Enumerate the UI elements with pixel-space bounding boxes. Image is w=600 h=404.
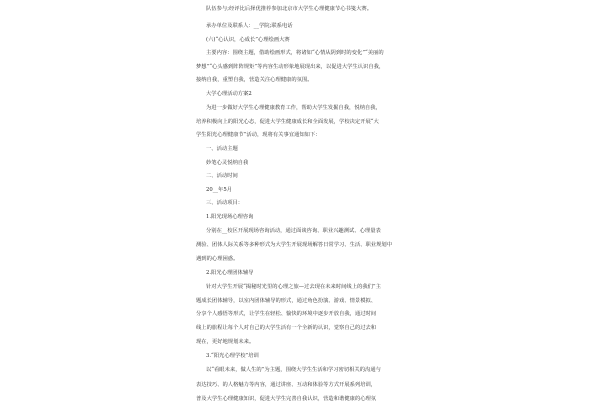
text-line: 分享个人感悟等形式，让学生在轻松、愉快的环境中逐步开放自我，通过时间 [196,311,377,317]
text-line: 培养积极向上的阳光心态，促进大学生健康成长和全面发展，学校决定开展“大 [196,119,379,125]
text-line: 针对大学生开展“揭秘时光里的心理之旅—过去现在未来时间线上的我们”主 [206,284,381,290]
text-line: 三、活动项目： [206,200,244,206]
text-line: 为进一步做好大学生心理健康教育工作，帮助大学生发掘自我，悦纳自我， [206,105,381,111]
text-line: (六)“心认识，心成长”心理绘画大赛 [206,37,290,43]
text-line: 20__年5月 [206,187,233,193]
text-line: 2.阳光心理团体辅导 [206,270,254,276]
text-line: 以“看眼未来，做人生的”为主题，围绕大学生生活和学习密切相关的沟通与 [206,367,381,373]
text-line: 妙笔心灵悦纳自我 [206,160,249,166]
text-line: 题成长团体辅导，以室内团体辅导的形式，通过角色扮演、游戏、情景模拟、 [196,298,377,304]
text-line: 学生阳光心理健康节”活动，现将有关事宜通知如下： [196,132,321,138]
text-line: 3.“阳光心理学校”培训 [206,353,259,359]
text-line: 队伍参与;经评比后择优推荐参加北京市大学生心理健康节心书笺大赛。 [206,6,372,12]
text-line: 二、活动时间 [206,173,238,179]
text-line: 承办单位及联系人：__学院;联系电话 [206,23,293,29]
text-line: 分别在__校区开展现场咨询活动，通过面谈咨询、职业兴趣测试、心理量表 [206,228,381,234]
text-line: 普及大学生心理健康知识，促进大学生完善自我认识，营造和谐健康的心理氛 [196,396,377,402]
text-line: 梦想”“心头感到阵阵规矩”等内容生动形象地展现出来，以促进大学生认识自我， [196,64,385,70]
text-line: 现在，更好地规划未来。 [196,339,255,345]
text-line: 1.阳光现场心理咨询 [206,214,254,220]
text-line: 主要内容：围绕主题，借助绘画形式，将诸如“心情从阴到时的变化”“美丽的 [206,50,384,56]
text-line: 测验、团体人际关系等多种形式为大学生开展现场解答日常学习、生活、职业规划中 [196,242,392,248]
text-line: 线上的旅程让每个人对自己的大学生活有一个全新的认识，觉察自己的过去和 [196,325,377,331]
text-line: 遇到的心理困惑。 [196,256,239,262]
text-line: 表达技巧、的人格魅力等内容，通过讲座、互动和体验等方式开展系列培训， [196,382,377,388]
section-title: 大学心理活动方案2 [206,91,252,97]
text-line: 一、活动主题 [206,146,238,152]
text-line: 接纳自我，重塑自我，营造关注心理健康的氛围。 [196,77,313,83]
